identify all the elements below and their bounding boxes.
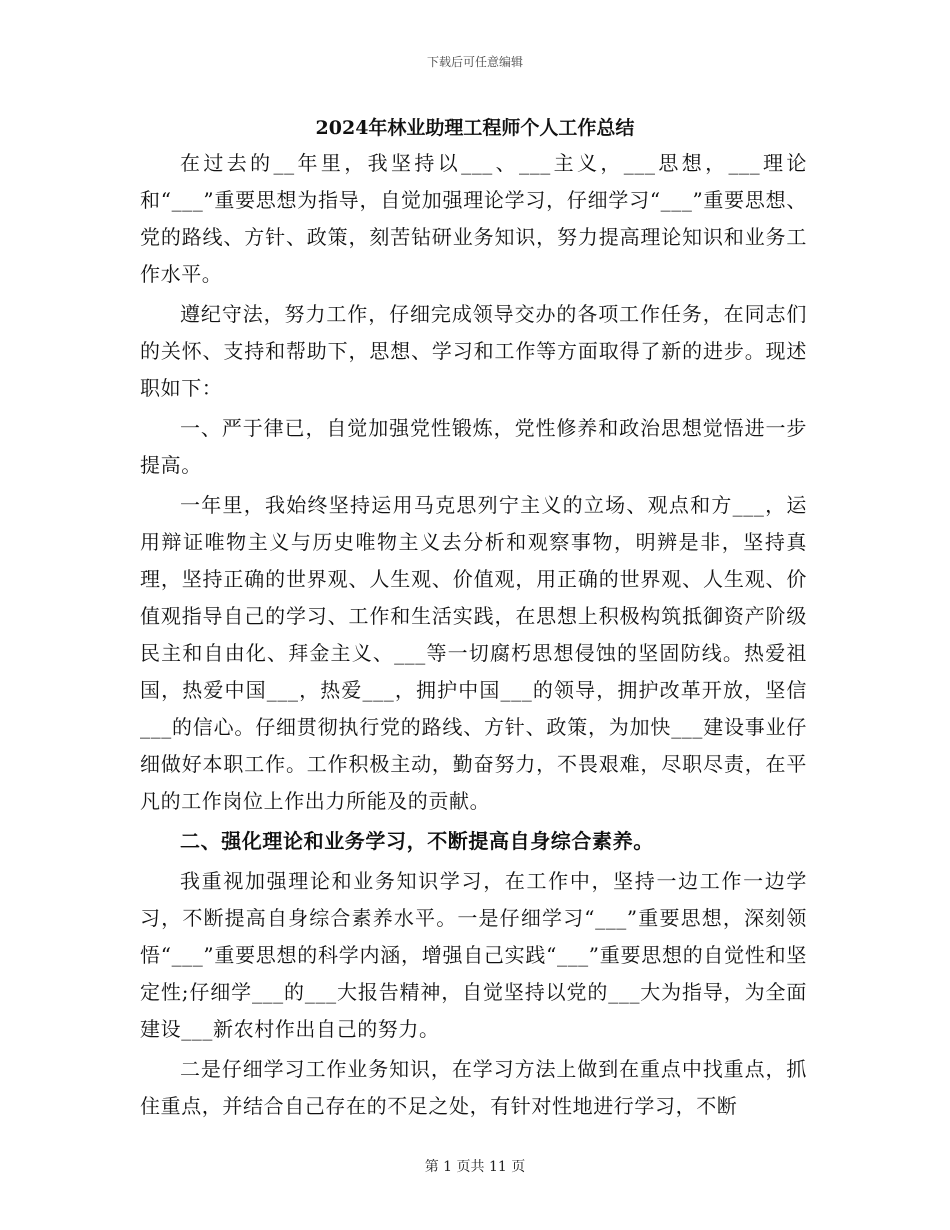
paragraph: 在过去的__年里，我坚持以___、___主义，___思想，___理论和“___”重要思想为指导，自觉加强理论学习，仔细学习“___”重要思想、党的路线、方针、政策，刻苦钻研业务知识，努力提高理论知识和业务工作水平。 xyxy=(140,151,807,286)
document-title: 2024年林业助理工程师个人工作总结 xyxy=(315,117,635,139)
page-footer: 第 1 页共 11 页 xyxy=(424,1159,526,1175)
paragraph: 我重视加强理论和业务知识学习，在工作中，坚持一边工作一边学习，不断提高自身综合素养水平。一是仔细学习“___”重要思想，深刻领悟“___”重要思想的科学内涵，增强自己实践“___”重要思想的自觉性和坚定性;仔细学___的___大报告精神，自觉坚持以党的___大为指导，为全面建设___新农村作出自己的努力。 xyxy=(140,869,807,1041)
paragraph: 一年里，我始终坚持运用马克思列宁主义的立场、观点和方___，运用辩证唯物主义与历史唯物主义去分析和观察事物，明辨是非，坚持真理，坚持正确的世界观、人生观、价值观，用正确的世界观、人生观、价值观指导自己的学习、工作和生活实践，在思想上积极构筑抵御资产阶级民主和自由化、拜金主义、___等一切腐朽思想侵蚀的坚固防线。热爱祖国，热爱中国___，热爱___，拥护中国___的领导，拥护改革开放，坚信___的信心。仔细贯彻执行党的路线、方针、政策，为加快___建设事业仔细做好本职工作。工作积极主动，勤奋努力，不畏艰难，尽职尽责，在平凡的工作岗位上作出力所能及的贡献。 xyxy=(140,493,807,813)
paragraph: 遵纪守法，努力工作，仔细完成领导交办的各项工作任务，在同志们的关怀、支持和帮助下，思想、学习和工作等方面取得了新的进步。现述职如下： xyxy=(140,302,807,400)
document-body xyxy=(140,145,807,1128)
header-note: 下载后可任意编辑 xyxy=(426,55,523,69)
paragraph: 二是仔细学习工作业务知识，在学习方法上做到在重点中找重点，抓住重点，并结合自己存在的不足之处，有针对性地进行学习，不断 xyxy=(140,1057,807,1118)
section-heading: 一、严于律已，自觉加强党性锻炼，党性修养和政治思想觉悟进一步提高。 xyxy=(140,416,807,477)
section-heading-bold: 二、强化理论和业务学习，不断提高自身综合素养。 xyxy=(180,829,654,853)
